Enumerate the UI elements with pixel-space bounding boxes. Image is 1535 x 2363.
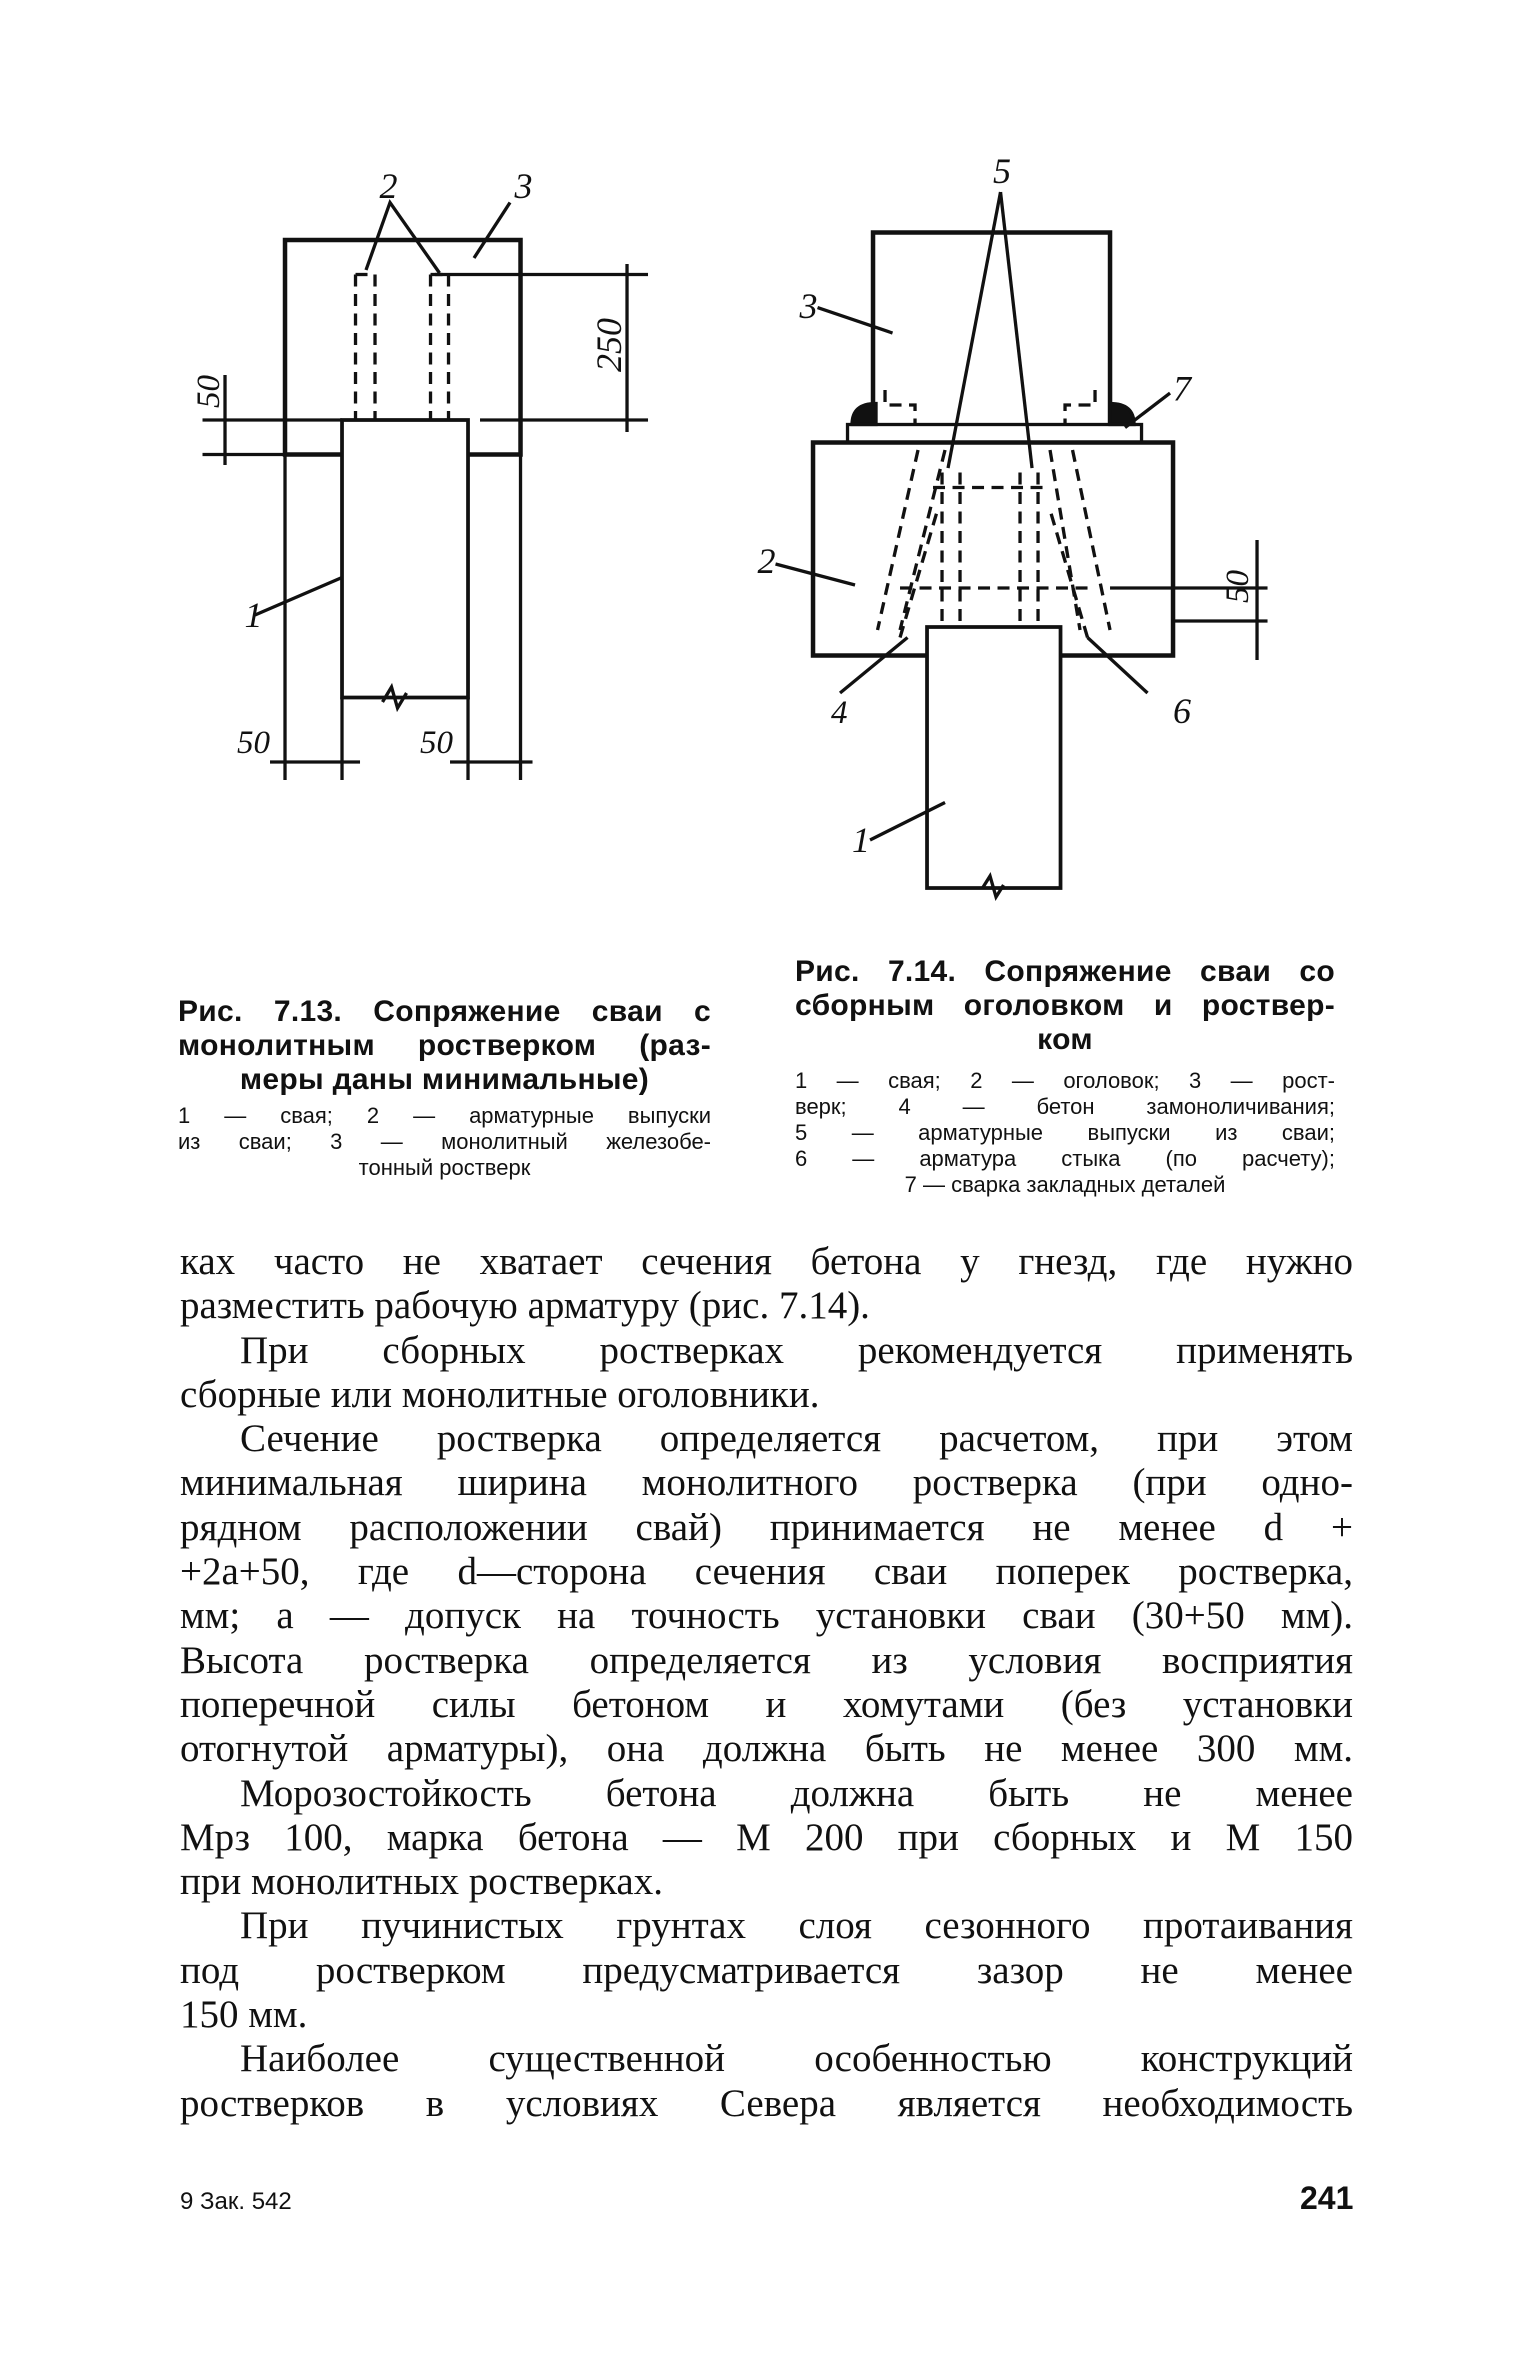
body-line: Сечение ростверка определяется расчетом, при этом — [240, 1417, 1353, 1461]
legend-line: верк; 4 — бетон замоноличивания; — [795, 1094, 1335, 1119]
body-line: под ростверком предусматривается зазор не менее — [180, 1948, 1353, 1992]
fig14-label-5: 5 — [993, 151, 1012, 192]
body-line: +2a+50, где d—сторона сечения сваи поперек ростверка, — [180, 1550, 1353, 1594]
body-line: Мрз 100, марка бетона — М 200 при сборных и М 150 — [180, 1815, 1353, 1859]
fig13-dim-50-side: 50 — [191, 375, 228, 409]
legend-line: 5 — арматурные выпуски из сваи; — [795, 1120, 1335, 1145]
footer-order-number: 9 Зак. 542 — [180, 2188, 292, 2215]
fig13-label-3: 3 — [514, 166, 533, 207]
caption-line: сборным оголовком и роствер- — [795, 989, 1335, 1022]
body-line: мм; a — допуск на точность установки сваи (30+50 мм). — [180, 1594, 1353, 1638]
body-line: Наиболее существенной особенностью конструкций — [240, 2037, 1353, 2081]
fig13-label-2: 2 — [379, 166, 398, 207]
fig14-dim-50: 50 — [1220, 570, 1257, 604]
fig14-label-3: 3 — [799, 286, 818, 327]
body-line: При сборных ростверках рекомендуется применять — [240, 1328, 1353, 1372]
legend-line: 6 — арматура стыка (по расчету); — [795, 1146, 1335, 1171]
caption-line: Рис. 7.13. Сопряжение сваи с — [178, 995, 711, 1028]
body-line: Морозостойкость бетона должна быть не менее — [240, 1771, 1353, 1815]
caption-line: Рис. 7.14. Сопряжение сваи со — [795, 955, 1335, 988]
body-line: Высота ростверка определяется из условия восприятия — [180, 1638, 1353, 1682]
body-line: ростверков в условиях Севера является необходимость — [180, 2081, 1353, 2125]
fig14-label-7: 7 — [1173, 368, 1192, 409]
body-line: при монолитных ростверках. — [180, 1860, 663, 1904]
fig13-dim-50-left: 50 — [237, 725, 271, 762]
fig14-label-1: 1 — [852, 820, 871, 861]
caption-line: меры даны минимальные) — [239, 1063, 650, 1096]
legend-line: 7 — сварка закладных деталей — [904, 1172, 1226, 1197]
caption-line: ком — [1037, 1023, 1093, 1056]
body-line: отогнутой арматуры), она должна быть не менее 300 мм. — [180, 1727, 1353, 1771]
body-line: При пучинистых грунтах слоя сезонного протаивания — [240, 1904, 1353, 1948]
caption-line: монолитным ростверком (раз- — [178, 1029, 711, 1062]
figure-7-14-legend — [795, 1068, 1335, 1198]
body-line: рядном расположении свай) принимается не менее d + — [180, 1505, 1353, 1549]
figure-7-14-caption — [795, 955, 1335, 1057]
body-line: минимальная ширина монолитного ростверка (при одно- — [180, 1461, 1353, 1505]
body-text — [180, 1240, 1353, 2126]
fig13-label-1: 1 — [244, 595, 263, 636]
legend-line: 1 — свая; 2 — оголовок; 3 — рост- — [795, 1068, 1335, 1093]
legend-line: из сваи; 3 — монолитный железобе- — [178, 1129, 711, 1154]
page-number: 241 — [1300, 2180, 1354, 2216]
fig14-label-6: 6 — [1173, 691, 1192, 732]
body-line: 150 мм. — [180, 1993, 308, 2037]
fig14-label-2: 2 — [757, 541, 776, 582]
figure-7-14-drawing — [758, 151, 1268, 897]
legend-line: тонный ростверк — [358, 1155, 531, 1180]
legend-line: 1 — свая; 2 — арматурные выпуски — [178, 1103, 711, 1128]
body-line: поперечной силы бетоном и хомутами (без установки — [180, 1682, 1353, 1726]
fig14-label-4: 4 — [831, 695, 848, 732]
body-line: разместить рабочую арматуру (рис. 7.14). — [180, 1284, 870, 1328]
body-line: сборные или монолитные оголовники. — [180, 1372, 820, 1416]
fig13-dim-50-right: 50 — [420, 725, 454, 762]
figure-7-13-caption — [178, 995, 711, 1097]
figure-7-13-drawing — [191, 166, 648, 780]
body-line: ках часто не хватает сечения бетона у гнезд, где нужно — [180, 1240, 1353, 1283]
figure-7-13-legend — [178, 1103, 711, 1181]
fig13-dim-250: 250 — [589, 318, 630, 373]
